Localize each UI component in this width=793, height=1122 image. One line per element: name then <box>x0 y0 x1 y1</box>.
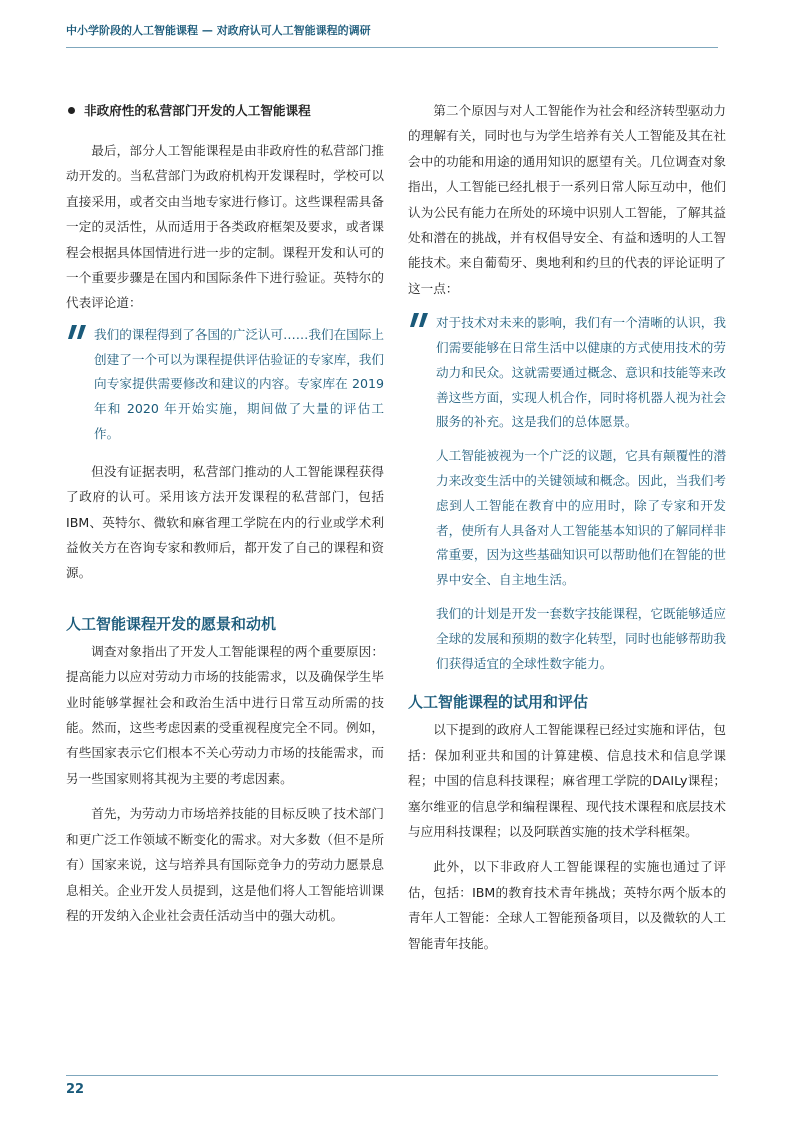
quote-mark-icon <box>68 325 86 339</box>
quote-text: 我们的课程得到了各国的广泛认可……我们在国际上创建了一个可以为课程提供评估验证的专家库，我们向专家提供需要修改和建议的内容。专家库在 2019 年和 2020 年开始实施，期间做了大量的评估工作。 <box>94 326 384 442</box>
header-subtitle: 对政府认可人工智能课程的调研 <box>216 24 371 37</box>
running-header <box>66 22 371 38</box>
paragraph: 首先，为劳动力市场培养技能的目标反映了技术部门和更广泛工作领域不断变化的需求。对大多数（但不是所有）国家来说，这与培养具有国际竞争力的劳动力愿景息息相关。企业开发人员提到，这是他们将人工智能培训课程的开发纳入企业社会责任活动当中的强大动机。 <box>66 806 384 923</box>
quote-block <box>408 311 726 676</box>
page-number: 22 <box>66 1082 85 1097</box>
paragraph: 以下提到的政府人工智能课程已经过实施和评估，包括：保加利亚共和国的计算建模、信息技术和信息学课程；中国的信息科技课程；麻省理工学院的DAILy课程；塞尔维亚的信息学和编程课程、现代技术课程和底层技术与应用科技课程；以及阿联酋实施的技术学科框架。 <box>408 722 726 840</box>
footer-rule <box>66 1075 718 1076</box>
quote-text: 人工智能被视为一个广泛的议题，它具有颠覆性的潜力来改变生活中的关键领域和概念。因此，当我们考虑到人工智能在教育中的应用时，除了专家和开发者，使所有人具备对人工智能基本知识的了解同样非常重要，因为这些基础知识可以帮助他们在智能的世界中安全、自主地生活。 <box>436 448 726 588</box>
header-title: 中小学阶段的人工智能课程 <box>66 24 198 37</box>
bullet-dot-icon <box>68 107 75 114</box>
quote-mark-icon <box>410 313 428 327</box>
bullet-heading-text: 非政府性的私营部门开发的人工智能课程 <box>84 103 311 118</box>
right-column <box>408 98 726 956</box>
paragraph: 此外，以下非政府人工智能课程的实施也通过了评估，包括：IBM的教育技术青年挑战；英特尔两个版本的青年人工智能：全球人工智能预备项目，以及微软的人工智能青年技能。 <box>408 859 726 951</box>
quote-text: 我们的计划是开发一套数字技能课程，它既能够适应全球的发展和预期的数字化转型，同时也能够帮助我们获得适宜的全球性数字能力。 <box>436 606 726 671</box>
section-heading: 人工智能课程的试用和评估 <box>408 693 589 712</box>
paragraph: 调查对象指出了开发人工智能课程的两个重要原因：提高能力以应对劳动力市场的技能需求，以及确保学生毕业时能够掌握社会和政治生活中进行日常互动所需的技能。然而，这些考虑因素的受重视程度完全不同。例如，有些国家表示它们根本不关心劳动力市场的技能需求，而另一些国家则将其视为主要的考虑因素。 <box>66 643 384 786</box>
quote-text: 对于技术对未来的影响，我们有一个清晰的认识，我们需要能够在日常生活中以健康的方式使用技术的劳动力和民众。这就需要通过概念、意识和技能等来改善这些方面，实现人机合作，同时将机器人视为社会服务的补充。这是我们的总体愿景。 <box>436 315 726 430</box>
paragraph: 最后，部分人工智能课程是由非政府性的私营部门推动开发的。当私营部门为政府机构开发课程时，学校可以直接采用，或者交由当地专家进行修订。这些课程需具备一定的灵活性，从而适用于各类政府框架及要求，或者课程会根据具体国情进行进一步的定制。课程开发和认可的一个重要步骤是在国内和国际条件下进行验证。英特尔的代表评论道： <box>66 143 384 311</box>
section-heading: 人工智能课程开发的愿景和动机 <box>66 614 277 633</box>
header-rule <box>66 47 718 48</box>
left-column <box>66 98 384 928</box>
bullet-heading <box>66 98 384 123</box>
paragraph: 但没有证据表明，私营部门推动的人工智能课程获得了政府的认可。采用该方法开发课程的私营部门，包括IBM、英特尔、微软和麻省理工学院在内的行业或学术利益攸关方在咨询专家和教师后，都开发了自己的课程和资源。 <box>66 463 384 581</box>
paragraph: 第二个原因与对人工智能作为社会和经济转型驱动力的理解有关，同时也与为学生培养有关人工智能及其在社会中的功能和用途的通用知识的愿望有关。几位调查对象指出，人工智能已经扎根于一系列日常人际互动中，他们认为公民有能力在所处的环境中识别人工智能，了解其益处和潜在的挑战，并有权倡导安全、有益和透明的人工智能技术。来自葡萄牙、奥地利和约旦的代表的评论证明了这一点： <box>408 103 726 296</box>
quote-block <box>66 323 384 447</box>
header-separator: — <box>201 24 213 37</box>
